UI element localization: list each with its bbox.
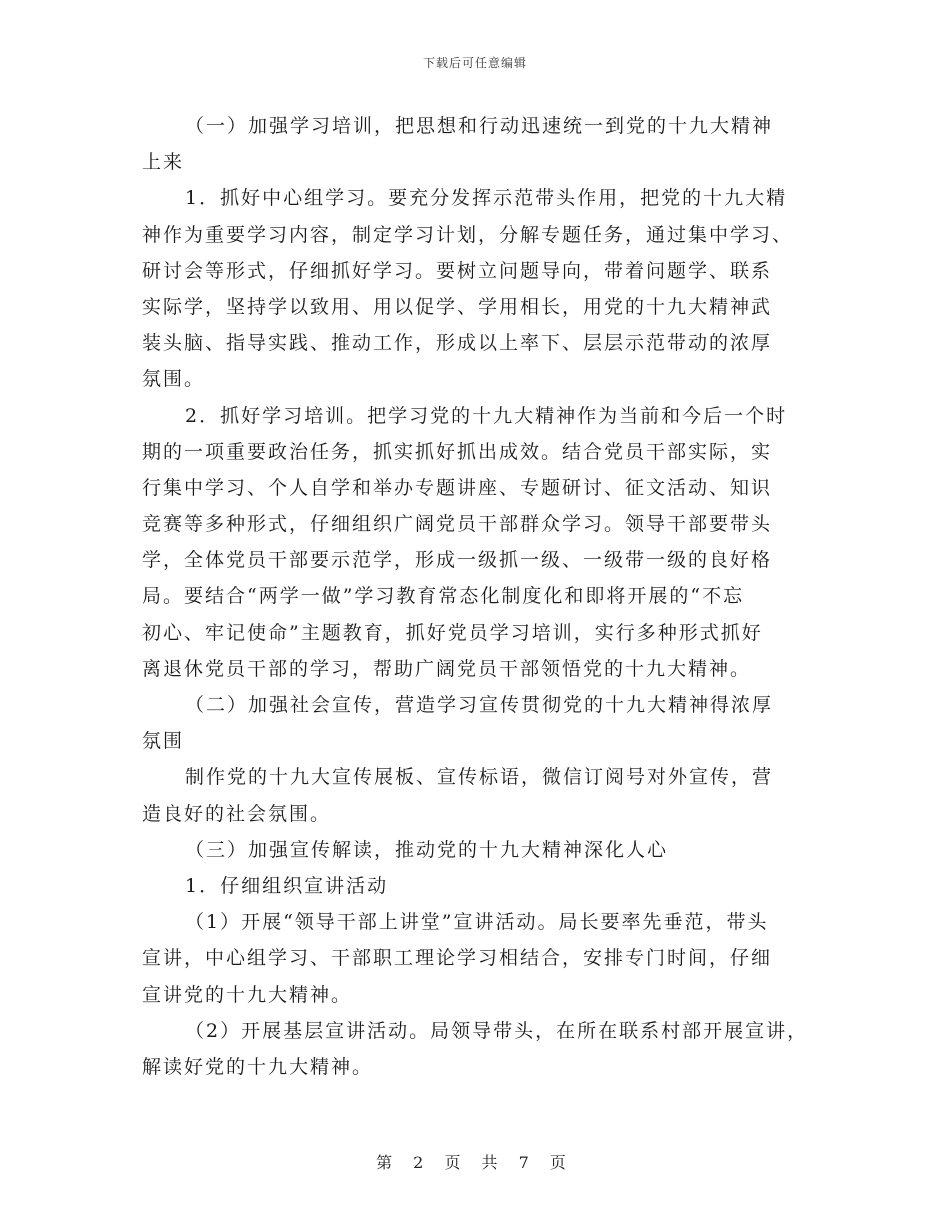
subsection-heading: 1．仔细组织宣讲活动: [185, 874, 389, 897]
paragraph-line: 竞赛等多种形式，仔细组织广阔党员干部群众学习。领导干部要带头: [142, 513, 773, 536]
paragraph-line: 装头脑、指导实践、推动工作，形成以上率下、层层示范带动的浓厚: [142, 332, 773, 355]
paragraph-line: 局。要结合“两学一做”学习教育常态化制度化和即将开展的“不忘: [142, 585, 745, 608]
paragraph-line: 神作为重要学习内容，制定学习计划，分解专题任务，通过集中学习、: [142, 223, 794, 246]
paragraph-line: 学，全体党员干部要示范学，形成一级抓一级、一级带一级的良好格: [142, 549, 773, 572]
paragraph-line: 1．抓好中心组学习。要充分发挥示范带头作用，把党的十九大精: [185, 187, 788, 210]
paragraph-line: 初心、牢记使命”主题教育，抓好党员学习培训，实行多种形式抓好: [142, 621, 763, 644]
header-note: 下载后可任意编辑: [422, 56, 527, 70]
paragraph-line: 宣讲党的十九大精神。: [142, 983, 353, 1006]
paragraph-line: 期的一项重要政治任务，抓实抓好抓出成效。结合党员干部实际，实: [142, 440, 773, 463]
section-heading-2-line-1: （二）加强社会宣传，营造学习宣传贯彻党的十九大精神得浓厚: [185, 694, 774, 716]
paragraph-line: 行集中学习、个人自学和举办专题讲座、专题研讨、征文活动、知识: [142, 476, 773, 499]
paragraph-line: （2）开展基层宣讲活动。局领导带头，在所在联系村部开展宣讲，: [185, 1019, 809, 1042]
paragraph-line: 离退休党员干部的学习，帮助广阔党员干部领悟党的十九大精神。: [142, 657, 752, 680]
paragraph-line: 实际学，坚持学以致用、用以促学、学用相长，用党的十九大精神武: [142, 295, 773, 318]
paragraph-line: 2．抓好学习培训。把学习党的十九大精神作为当前和今后一个时: [185, 404, 788, 427]
paragraph-line: 造良好的社会氛围。: [142, 802, 332, 825]
section-heading-3: （三）加强宣传解读，推动党的十九大精神深化人心: [185, 838, 669, 861]
page-footer: [0, 1150, 950, 1173]
paragraph-line: 制作党的十九大宣传展板、宣传标语，微信订阅号对外宣传，营: [185, 766, 774, 789]
page-number-label: 第 2 页 共 7 页: [376, 1153, 574, 1172]
section-heading-2-line-2: 氛围: [142, 730, 185, 753]
paragraph-line: （1）开展“领导干部上讲堂”宣讲活动。局长要率先垂范，带头: [185, 911, 769, 934]
document-body: [142, 108, 812, 1085]
paragraph-line: 解读好党的十九大精神。: [142, 1055, 374, 1078]
section-heading-1-line-1: （一）加强学习培训，把思想和行动迅速统一到党的十九大精神: [185, 115, 774, 137]
section-heading-1-line-2: 上来: [142, 151, 185, 174]
paragraph-line: 宣讲，中心组学习、干部职工理论学习相结合，安排专门时间，仔细: [142, 947, 773, 970]
paragraph-line: 氛围。: [142, 368, 206, 391]
paragraph-line: 研讨会等形式，仔细抓好学习。要树立问题导向，带着问题学、联系: [142, 259, 773, 282]
